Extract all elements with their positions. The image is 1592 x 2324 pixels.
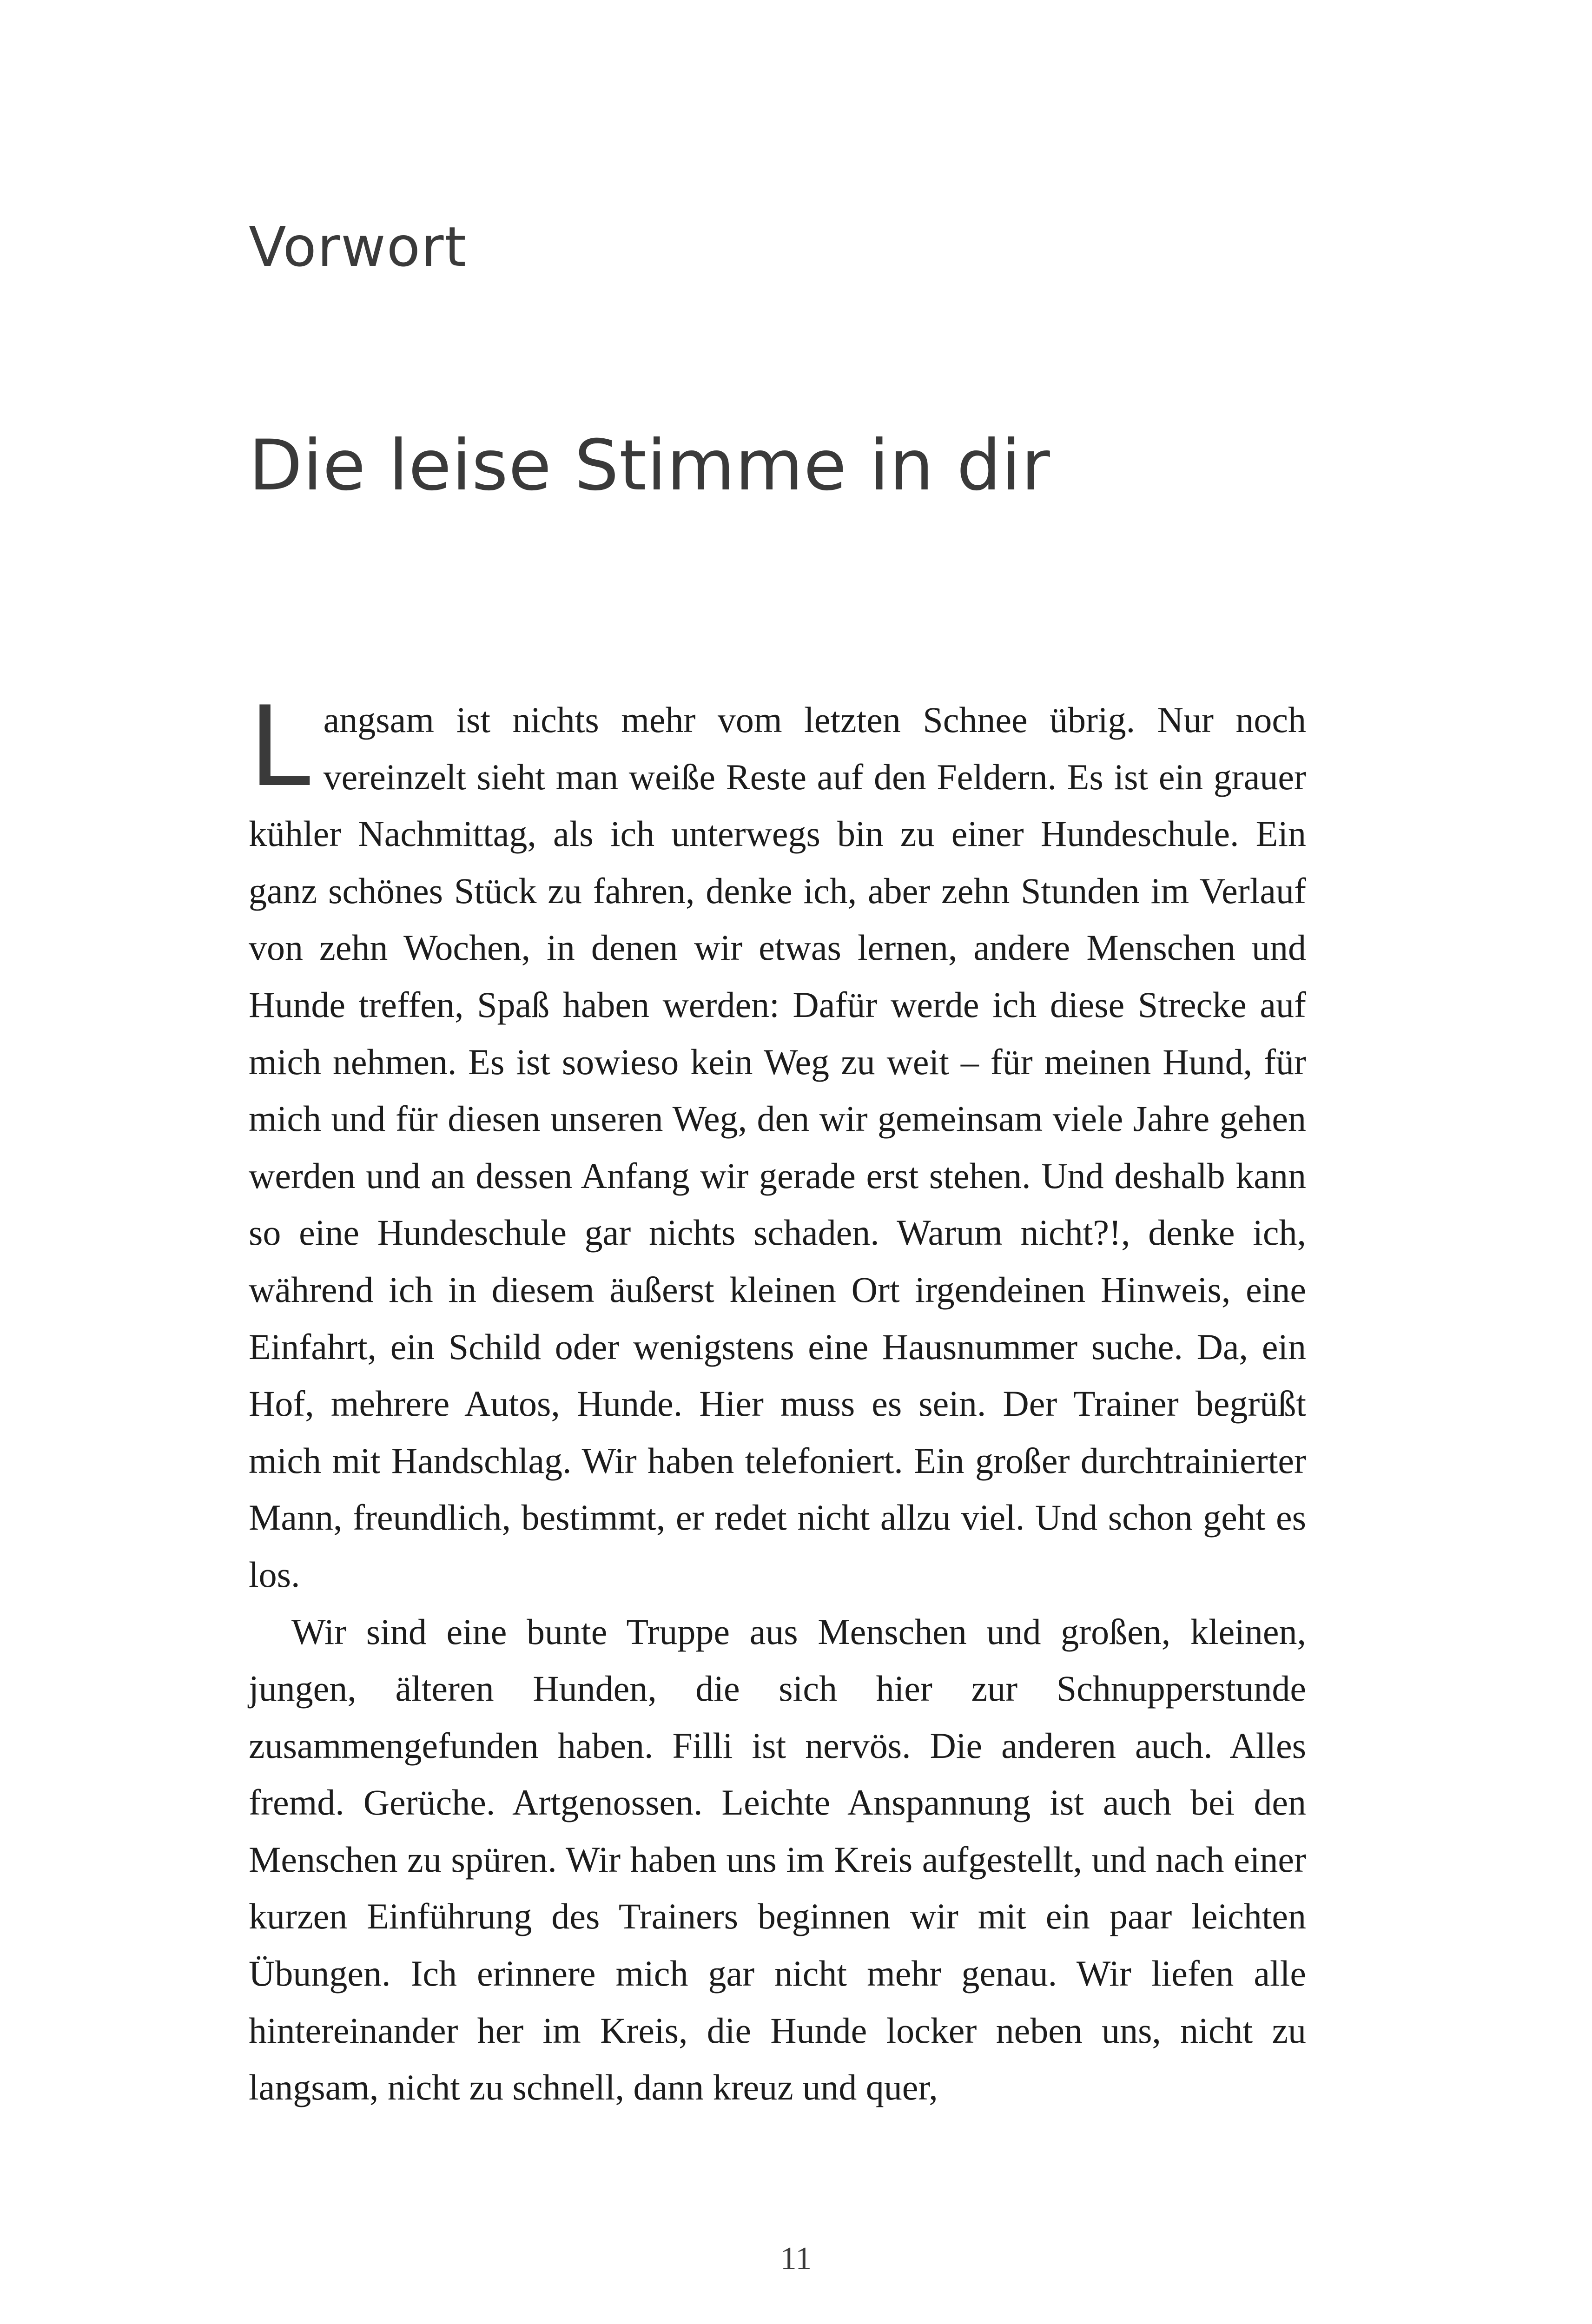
paragraph — [249, 683, 1306, 1604]
paragraph-text: angsam ist nichts mehr vom letzten Schnee übrig. Nur noch vereinzelt sieht man weiße Reste auf den Feldern. Es ist ein grauer kühler Nachmittag, als ich unterwegs bin zu einer Hundeschule. Ein ganz schönes Stück zu fahren, denke ich, aber zehn Stunden im Verlauf von zehn Wochen, in denen wir etwas lernen, andere Menschen und Hunde treffen, Spaß haben werden: Dafür werde ich diese Strecke auf mich nehmen. Es ist sowieso kein Weg zu weit – für meinen Hund, für mich und für diesen unseren Weg, den wir gemeinsam viele Jahre gehen werden und an dessen Anfang wir gerade erst stehen. Und deshalb kann so eine Hundeschule gar nichts schaden. Warum nicht?!, denke ich, während ich in diesem äußerst kleinen Ort irgendeinen Hinweis, eine Einfahrt, ein Schild oder wenigstens eine Hausnummer suche. Da, ein Hof, mehrere Autos, Hunde. Hier muss es sein. Der Trainer begrüßt mich mit Handschlag. Wir haben telefoniert. Ein großer durchtrainierter Mann, freundlich, bestimmt, er redet nicht allzu viel. Und schon geht es los. — [249, 700, 1306, 1595]
page-number: 11 — [780, 2241, 812, 2277]
chapter-title: Die leise Stimme in dir — [249, 425, 1050, 506]
paragraph — [249, 1604, 1306, 2116]
paragraph-text: Wir sind eine bunte Truppe aus Menschen und großen, kleinen, jungen, älteren Hunden, die sich hier zur Schnupperstunde zusammengefunden haben. Filli ist nervös. Die anderen auch. Alles fremd. Gerüche. Artgenossen. Leichte Anspannung ist auch bei den Menschen zu spüren. Wir haben uns im Kreis aufgestellt, und nach einer kurzen Einführung des Trainers beginnen wir mit ein paar leichten Übungen. Ich erinnere mich gar nicht mehr genau. Wir liefen alle hintereinander her im Kreis, die Hunde locker neben uns, nicht zu langsam, nicht zu schnell, dann kreuz und quer, — [249, 1611, 1306, 2108]
section-label: Vorwort — [249, 215, 467, 279]
body-text — [249, 683, 1306, 2116]
drop-cap: L — [249, 683, 310, 812]
